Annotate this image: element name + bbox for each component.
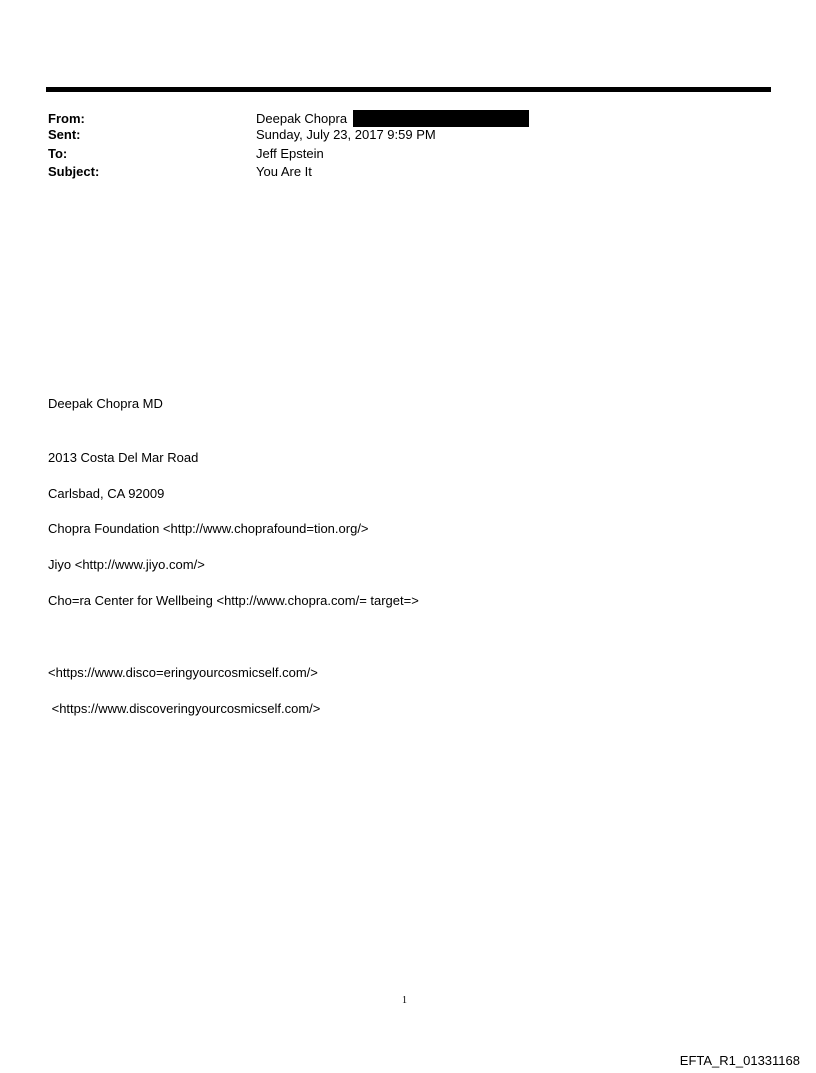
signature-name: Deepak Chopra MD <box>48 396 163 411</box>
sent-value: Sunday, July 23, 2017 9:59 PM <box>256 127 436 142</box>
to-value: Jeff Epstein <box>256 146 324 161</box>
sent-label: Sent: <box>48 127 81 142</box>
signature-link-cosmic-self-2[interactable]: <https://www.discoveringyourcosmicself.com/> <box>48 701 321 716</box>
document-id: EFTA_R1_01331168 <box>679 1053 800 1068</box>
subject-label: Subject: <box>48 164 100 179</box>
page-number: 1 <box>402 995 407 1006</box>
from-label: From: <box>48 111 85 126</box>
signature-link-chopra-center[interactable]: Cho=ra Center for Wellbeing <http://www.chopra.com/= target=> <box>48 593 419 608</box>
redaction-block <box>353 110 529 127</box>
header-rule <box>46 87 771 92</box>
signature-link-jiyo[interactable]: Jiyo <http://www.jiyo.com/> <box>48 557 205 572</box>
signature-address-line1: 2013 Costa Del Mar Road <box>48 450 199 465</box>
from-name: Deepak Chopra <box>256 111 348 126</box>
signature-link-cosmic-self-1[interactable]: <https://www.disco=eringyourcosmicself.com/> <box>48 665 318 680</box>
signature-address-line2: Carlsbad, CA 92009 <box>48 486 165 501</box>
signature-link-chopra-foundation[interactable]: Chopra Foundation <http://www.choprafound=tion.org/> <box>48 521 369 536</box>
to-label: To: <box>48 146 68 161</box>
subject-value: You Are It <box>256 164 312 179</box>
